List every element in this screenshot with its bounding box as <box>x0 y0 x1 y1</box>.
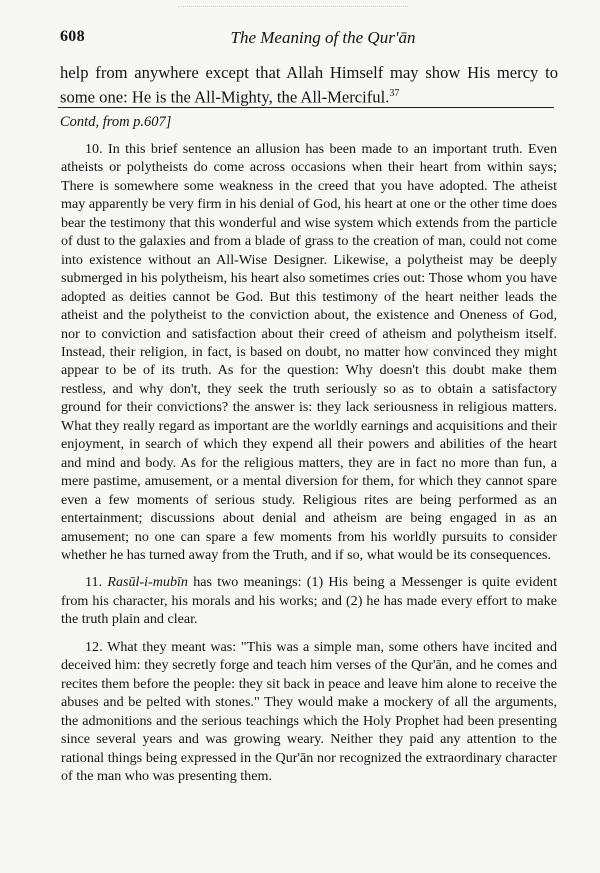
running-title: The Meaning of the Qur'ān <box>230 28 416 47</box>
continuation-note: Contd, from p.607] <box>60 114 172 130</box>
scan-artifact <box>178 6 408 9</box>
page-number: 608 <box>60 28 85 45</box>
note-text: What they meant was: "This was a simple man, some others have incited and deceived him: they secretly forge and teach him verses of the Qur'ān, and he comes and recites them before the people: they sit back in peace and leave him alone to receive the abuses and be pelted with stones." They would make a mockery of all the arguments, the admonitions and the serious teachings which the Holy Prophet had been presenting since several years and was growing weary. Neither they paid any attention to the rational things being expressed in the Qur'ān nor recognized the extraordinary character of the man who was presenting them. <box>61 638 557 784</box>
note-paragraph <box>61 638 557 786</box>
note-text: has two meanings: (1) His being a Messenger is quite evident from his character, his morals and his works; and (2) he has made every effort to make the truth plain and clear. <box>61 574 557 628</box>
footnote-reference: 37 <box>389 88 400 99</box>
main-text-body: help from anywhere except that Allah Himself may show His mercy to some one: He is the All-Mighty, the All-Merciful. <box>60 63 558 107</box>
note-number: 12. <box>85 638 103 655</box>
note-term: Rasūl-i-mubīn <box>107 574 188 591</box>
note-paragraph <box>61 140 557 564</box>
note-number: 11. <box>85 574 103 591</box>
page-header <box>60 28 556 50</box>
note-number: 10. <box>85 141 103 157</box>
notes-section <box>61 140 557 785</box>
note-paragraph <box>61 573 557 628</box>
main-text-paragraph <box>60 62 558 108</box>
footnote-divider <box>58 107 554 108</box>
note-text: In this brief sentence an allusion has been made to an important truth. Even atheists or polytheists do come across occasions when their heart from within says; There is somewhere some weakness in the creed that you have adopted. The atheist may apparently be very firm in his denial of God, his heart at one or the other time does bear the testimony that this wonderful and wise system which extends from the particle of dust to the galaxies and from a blade of grass to the creation of man, could not come into existence without an All-Wise Designer. Likewise, a polytheist may be deeply submerged in his polytheism, his heart also sometimes cries out: Those whom you have adopted as deities cannot be God. But this testimony of the heart neither leads the atheist and the polytheist to the conviction about, the existence and Oneness of God, nor to conviction and satisfaction about their creed of atheism and polytheism itself. Instead, their religion, in fact, is based on doubt, no matter how convinced they might appear to be of its truth. As for the question: Why doesn't this doubt make them restless, and why don't, they seek the truth seriously so as to obtain a satisfactory ground for their convictions? the answer is: they lack seriousness in religious matters. What they really regard as important are the worldly earnings and acquisitions and their enjoyment, in search of which they expend all their powers and abilities of the heart and mind and body. As for the religious matters, they are in fact no more than fun, a mere pastime, amusement, or a mental diversion for them, for which they cannot spare even a few moments of serious study. Religious rites are being performed as an entertainment; discussions about denial and atheism are being engaged in as an amusement; no one can spare a few moments from his worldly pursuits to consider whether he has turned away from the Truth, and if so, what would be its consequences. <box>61 141 557 563</box>
